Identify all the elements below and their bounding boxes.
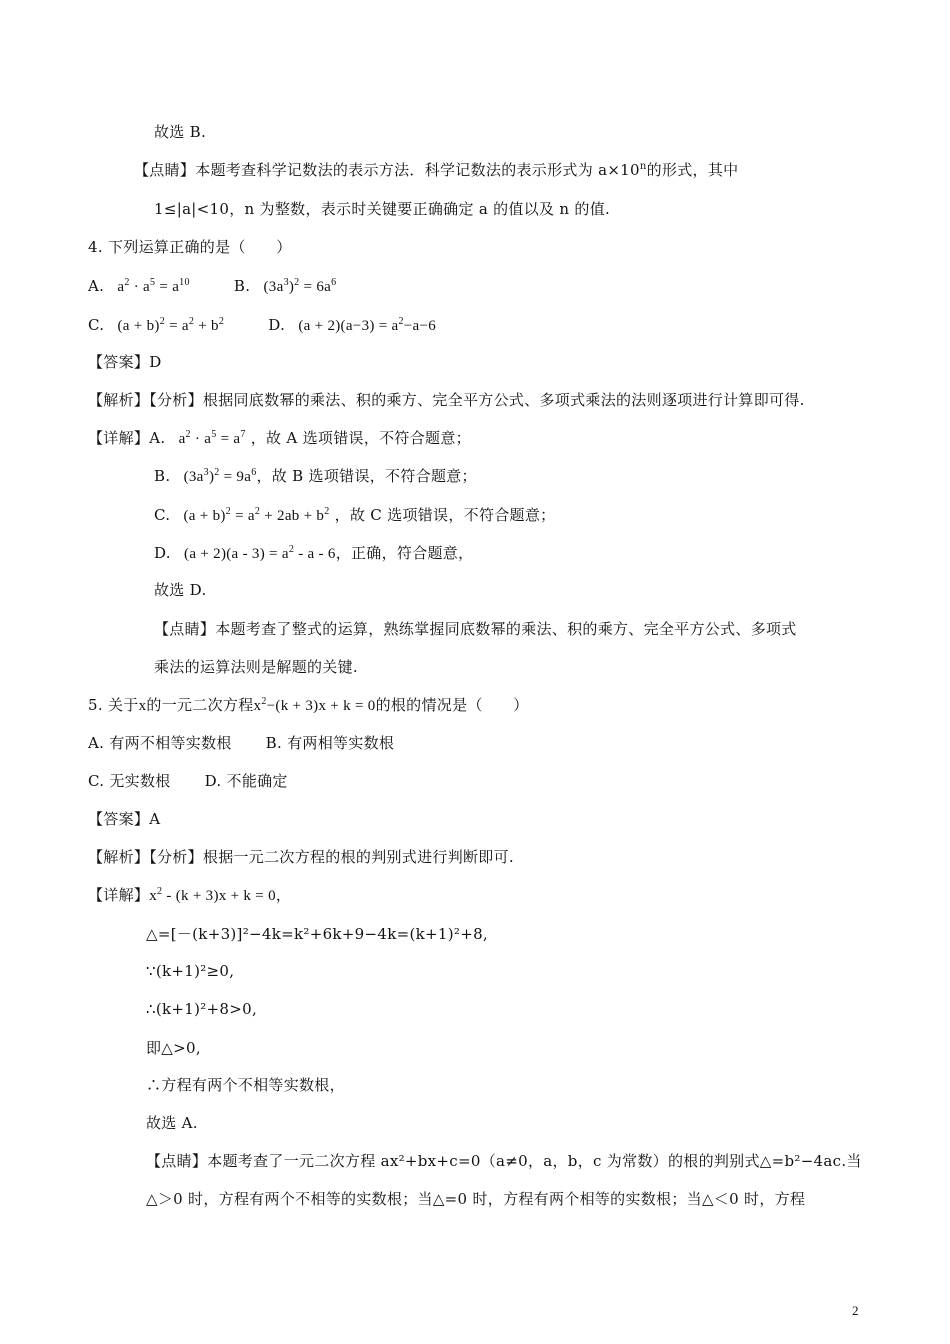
option-a-label: A. [88, 277, 105, 295]
option-c-formula: $(a + b)^2 = a^2 + b^2$ [109, 316, 225, 334]
tip-label: 【点睛】 [146, 1152, 208, 1170]
tip-exponent: n [639, 161, 647, 172]
option-d-label: D. [268, 316, 286, 334]
q5-detail-step-2: △=[－(k+3)]²−4k=k²+6k+9−4k=(k+1)²+8, [146, 925, 488, 943]
detail-label: 【详解】 [88, 886, 150, 904]
q3-conclusion: 故选 B. [154, 123, 207, 141]
option-b: B. 有两相等实数根 [265, 734, 395, 752]
q4-detail-a [88, 428, 471, 449]
q4-detail-b [154, 466, 477, 487]
q5-detail-step-3: ∵(k+1)²≥0, [146, 962, 235, 980]
stem-part-3: 的根的情况是（ ） [375, 696, 529, 714]
q4-answer [88, 352, 162, 372]
q5-detail-step-6: ∴方程有两个不相等实数根， [146, 1076, 345, 1094]
detail-b-formula: $(3a^3)^2 = 9a^6$ [175, 467, 257, 485]
detail-a-label: A. [149, 429, 166, 447]
q3-tip-line-2: 1≤|a|<10，n 为整数，表示时关键要正确确定 a 的值以及 n 的值. [154, 200, 611, 218]
q5-answer [88, 809, 160, 829]
detail-d-text: ，正确，符合题意， [335, 544, 474, 562]
q5-detail-step-1 [88, 885, 291, 906]
q5-stem [88, 695, 529, 716]
q5-analysis [88, 847, 514, 867]
answer-value: D [149, 353, 162, 371]
answer-value: A [149, 810, 161, 828]
q4-tip-line-1 [154, 619, 797, 639]
detail-a-formula: $a^2 \cdot a^5 = a^7$ [170, 429, 246, 447]
q4-stem: 4. 下列运算正确的是（ ） [88, 238, 292, 256]
q5-tip-line-1 [146, 1151, 862, 1171]
variable-x: x [138, 698, 147, 714]
q4-options-ab [88, 276, 336, 297]
option-d: D. 不能确定 [204, 772, 288, 790]
answer-label: 【答案】 [88, 353, 150, 371]
q5-detail-step-4: ∴(k+1)²+8>0, [146, 1000, 258, 1018]
detail-d-formula: $(a + 2)(a - 3) = a^2 - a - 6$ [175, 544, 336, 562]
detail-c-label: C. [154, 506, 171, 524]
tip-text: 本题考查科学记数法的表示方法．科学记数法的表示形式为 a×10 [195, 161, 640, 179]
q4-options-cd [88, 315, 436, 336]
option-b-formula: $(3a^3)^2 = 6a^6$ [255, 277, 337, 295]
step-1-suffix: ， [275, 886, 292, 904]
detail-d-label: D. [154, 544, 171, 562]
q3-tip-line-1 [134, 160, 738, 180]
option-d-formula: $(a + 2)(a-3) = a^2-a-6$ [290, 316, 437, 334]
answer-label: 【答案】 [88, 810, 150, 828]
detail-label: 【详解】 [88, 429, 150, 447]
q4-detail-d [154, 543, 473, 564]
tip-label: 【点睛】 [154, 620, 216, 638]
q5-options-cd [88, 771, 288, 791]
tip-text-end: 的形式，其中 [646, 161, 739, 179]
q5-detail-step-5: 即△>0, [146, 1039, 201, 1057]
detail-b-label: B. [154, 467, 171, 485]
tip-text: 本题考查了一元二次方程 ax²+bx+c=0（a≠0，a，b，c 为常数）的根的判别式△=b²−4ac.当 [207, 1152, 862, 1170]
option-c: C. 无实数根 [88, 772, 171, 790]
detail-c-formula: $(a + b)^2 = a^2 + 2ab + b^2$ [175, 506, 330, 524]
tip-label: 【点睛】 [134, 161, 196, 179]
analysis-text: 根据同底数幂的乘法、积的乘方、完全平方公式、多项式乘法的法则逐项进行计算即可得. [202, 391, 805, 409]
equation-formula: $x^2-(k + 3)x + k = 0$ [253, 696, 376, 714]
tip-text: 本题考查了整式的运算，熟练掌握同底数幂的乘法、积的乘方、完全平方公式、多项式 [215, 620, 797, 638]
q4-analysis [88, 390, 805, 410]
page-number: 2 [852, 1303, 859, 1318]
analysis-text: 根据一元二次方程的根的判别式进行判断即可. [202, 848, 514, 866]
step-1-formula: $x^2 - (k + 3)x + k = 0$ [149, 886, 276, 904]
detail-b-text: ，故 B 选项错误，不符合题意； [256, 467, 477, 485]
option-a-formula: $a^2 \cdot a^5 = a^{10}$ [109, 277, 190, 295]
analysis-label: 【解析】【分析】 [88, 391, 203, 409]
q4-conclusion: 故选 D. [154, 581, 207, 599]
q4-tip-line-2: 乘法的运算法则是解题的关键. [154, 658, 358, 676]
analysis-label: 【解析】【分析】 [88, 848, 203, 866]
q4-detail-c [154, 505, 555, 526]
q5-tip-line-2: △＞0 时，方程有两个不相等的实数根；当△=0 时，方程有两个相等的实数根；当△＜0 时，方程 [146, 1190, 806, 1208]
stem-part-2: 的一元二次方程 [146, 696, 254, 714]
detail-a-text: ，故 A 选项错误，不符合题意； [250, 429, 471, 447]
q5-conclusion: 故选 A. [146, 1114, 198, 1132]
detail-c-text: ，故 C 选项错误，不符合题意； [334, 506, 556, 524]
q5-options-ab [88, 733, 394, 753]
option-a: A. 有两不相等实数根 [88, 734, 232, 752]
option-b-label: B. [233, 277, 251, 295]
option-c-label: C. [88, 316, 105, 334]
stem-part-1: 5. 关于 [88, 696, 139, 714]
